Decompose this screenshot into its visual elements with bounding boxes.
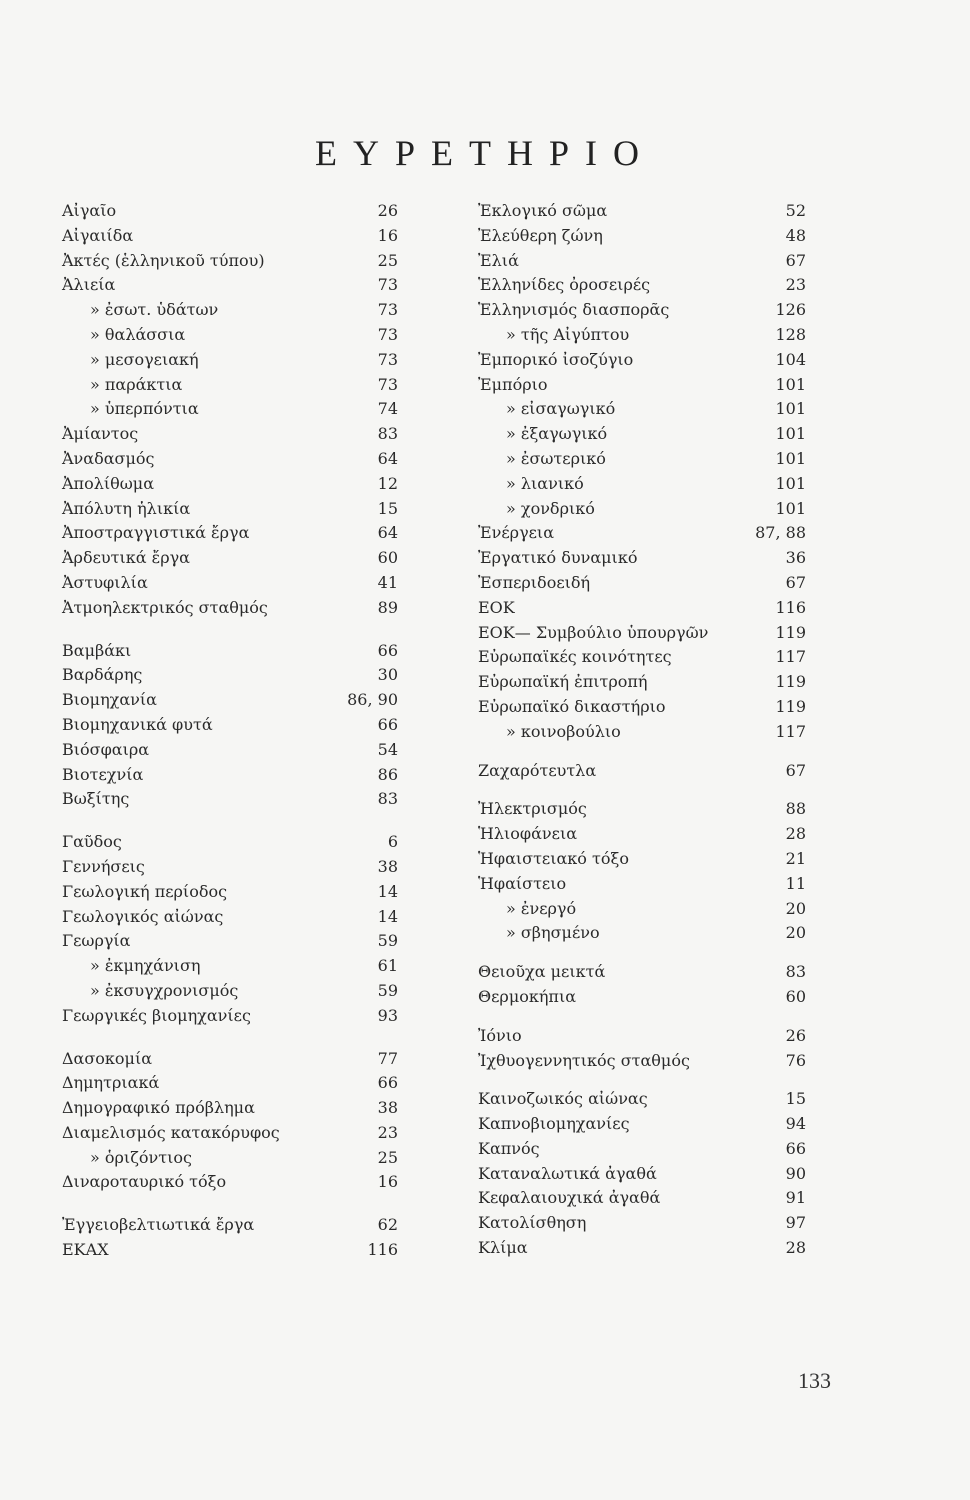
- index-term: Καπνοβιομηχανίες: [478, 1114, 630, 1134]
- index-term: Ἐμπόριο: [478, 374, 548, 394]
- index-entry: [62, 422, 398, 447]
- index-term: Βιόσφαιρα: [62, 739, 150, 759]
- index-term: Γεωλογική περίοδος: [62, 881, 228, 901]
- index-entry: [62, 199, 398, 224]
- index-page-ref: 104: [775, 349, 806, 369]
- index-page-ref: 128: [775, 324, 806, 344]
- index-page-ref: 116: [775, 597, 806, 617]
- index-term: Δασοκομία: [62, 1048, 153, 1068]
- index-term: Βιομηχανικά φυτά: [62, 714, 213, 734]
- index-term: Ἐγγειοβελτιωτικά ἔργα: [62, 1215, 255, 1235]
- index-page-ref: 23: [377, 1122, 398, 1142]
- index-page-ref: 73: [377, 349, 398, 369]
- index-page-ref: 117: [775, 647, 806, 667]
- index-page-ref: 101: [775, 399, 806, 419]
- index-entry: [478, 1087, 806, 1112]
- index-page-ref: 97: [785, 1213, 806, 1233]
- index-page-ref: 14: [377, 906, 398, 926]
- index-entry: [62, 880, 398, 905]
- index-entry: [478, 224, 806, 249]
- index-term: Ἀρδευτικά ἔργα: [62, 548, 190, 568]
- index-page-ref: 86: [377, 764, 398, 784]
- index-entry: [478, 645, 806, 670]
- index-term: Γεωλογικός αἰώνας: [62, 906, 224, 926]
- index-subentry: [478, 497, 806, 522]
- index-term: » μεσογειακή: [90, 349, 199, 369]
- index-subentry: [478, 921, 806, 946]
- index-entry: [478, 759, 806, 784]
- section-gap: [62, 812, 398, 830]
- index-subentry: [62, 298, 398, 323]
- index-subentry: [478, 447, 806, 472]
- index-page-ref: 60: [377, 548, 398, 568]
- index-entry: [62, 224, 398, 249]
- index-term: » ὑπερπόντια: [90, 399, 199, 419]
- index-term: » ἐσωτ. ὑδάτων: [90, 300, 219, 320]
- index-term: Βαμβάκι: [62, 640, 132, 660]
- index-entry: [478, 1049, 806, 1074]
- index-subentry: [478, 897, 806, 922]
- index-page-ref: 90: [785, 1163, 806, 1183]
- index-term: Ἐργατικό δυναμικό: [478, 548, 638, 568]
- index-page-ref: 48: [785, 225, 806, 245]
- index-term: Καινοζωικός αἰώνας: [478, 1089, 648, 1109]
- index-entry: [62, 688, 398, 713]
- index-term: » ἐσωτερικό: [506, 448, 606, 468]
- index-entry: [62, 1238, 398, 1263]
- index-page-ref: 61: [377, 956, 398, 976]
- index-page-ref: 73: [377, 324, 398, 344]
- index-page-ref: 28: [785, 1238, 806, 1258]
- index-page-ref: 83: [377, 424, 398, 444]
- index-term: Ζαχαρότευτλα: [478, 760, 597, 780]
- index-entry: [478, 298, 806, 323]
- index-entry: [478, 373, 806, 398]
- index-page-ref: 26: [785, 1025, 806, 1045]
- index-term: Αἰγαῖο: [62, 201, 117, 220]
- index-page-ref: 83: [785, 962, 806, 982]
- index-page-ref: 38: [377, 1098, 398, 1118]
- index-term: Ἡφαιστειακό τόξο: [478, 848, 629, 868]
- index-entry: [62, 521, 398, 546]
- index-entry: [478, 1024, 806, 1049]
- index-term: Διαμελισμός κατακόρυφος: [62, 1122, 280, 1142]
- index-page-ref: 11: [785, 873, 806, 893]
- index-entry: [478, 797, 806, 822]
- index-entry: [478, 546, 806, 571]
- index-term: Ἀκτές (ἑλληνικοῦ τύπου): [62, 250, 265, 270]
- index-subentry: [62, 348, 398, 373]
- index-term: Ἀστυφιλία: [62, 572, 148, 592]
- index-page-ref: 67: [785, 760, 806, 780]
- page-title: ΕΥΡΕΤΗΡΙΟ: [315, 133, 655, 173]
- index-page-ref: 66: [785, 1138, 806, 1158]
- index-page-ref: 87, 88: [755, 523, 806, 543]
- index-entry: [478, 872, 806, 897]
- index-page-ref: 116: [367, 1240, 398, 1260]
- index-term: Ἀπόλυτη ἡλικία: [62, 498, 191, 518]
- index-page-ref: 21: [785, 848, 806, 868]
- index-term: Ἀπολίθωμα: [62, 473, 154, 493]
- index-term: Ἡφαίστειο: [478, 873, 567, 893]
- section-gap: [478, 1010, 806, 1024]
- index-term: Ἀμίαντος: [62, 424, 139, 444]
- index-entry: [478, 960, 806, 985]
- index-page-ref: 25: [377, 1147, 398, 1167]
- index-page-ref: 16: [377, 1172, 398, 1192]
- index-page-ref: 93: [377, 1005, 398, 1025]
- index-entry: [62, 905, 398, 930]
- index-entry: [62, 596, 398, 621]
- index-page-ref: 15: [785, 1089, 806, 1109]
- index-term: Ἐλεύθερη ζώνη: [478, 225, 603, 245]
- index-page-ref: 66: [377, 714, 398, 734]
- index-page-ref: 119: [775, 672, 806, 692]
- index-term: Ἑλληνισμός διασπορᾶς: [478, 300, 670, 320]
- index-entry: [62, 472, 398, 497]
- index-term: » τῆς Αἰγύπτου: [506, 324, 630, 344]
- index-page-ref: 73: [377, 275, 398, 295]
- index-page-ref: 117: [775, 721, 806, 741]
- index-page-ref: 119: [775, 696, 806, 716]
- index-page-ref: 66: [377, 1073, 398, 1093]
- index-term: » ἐκμηχάνιση: [90, 956, 201, 976]
- index-term: Αἰγαιίδα: [62, 225, 134, 245]
- index-term: Ἑλληνίδες ὀροσειρές: [478, 275, 651, 295]
- index-entry: [478, 695, 806, 720]
- index-term: Ἐνέργεια: [478, 523, 554, 543]
- index-entry: [478, 571, 806, 596]
- index-page-ref: 67: [785, 572, 806, 592]
- index-page-ref: 20: [785, 923, 806, 943]
- index-page-ref: 60: [785, 986, 806, 1006]
- index-page-ref: 101: [775, 473, 806, 493]
- index-page-ref: 77: [377, 1048, 398, 1068]
- index-page-ref: 38: [377, 856, 398, 876]
- index-page-ref: 26: [377, 201, 398, 220]
- index-entry: [478, 670, 806, 695]
- index-entry: [478, 1186, 806, 1211]
- index-entry: [478, 596, 806, 621]
- index-page-ref: 66: [377, 640, 398, 660]
- index-entry: [62, 929, 398, 954]
- index-term: » ἐνεργό: [506, 898, 577, 918]
- index-term: » θαλάσσια: [90, 324, 186, 344]
- index-term: Ἀναδασμός: [62, 448, 155, 468]
- index-entry: [478, 249, 806, 274]
- index-term: Γεωργία: [62, 931, 131, 951]
- index-page-ref: 73: [377, 374, 398, 394]
- section-gap: [62, 621, 398, 639]
- index-page-ref: 30: [377, 665, 398, 685]
- index-entry: [478, 348, 806, 373]
- index-entry: [478, 847, 806, 872]
- index-page-ref: 83: [377, 789, 398, 809]
- index-entry: [62, 1121, 398, 1146]
- index-page-ref: 12: [377, 473, 398, 493]
- index-page-ref: 15: [377, 498, 398, 518]
- index-term: Ἐμπορικό ἰσοζύγιο: [478, 349, 634, 369]
- index-term: » εἰσαγωγικό: [506, 399, 616, 419]
- index-subentry: [62, 373, 398, 398]
- index-entry: [478, 1211, 806, 1236]
- index-page-ref: 76: [785, 1050, 806, 1070]
- index-term: Ἐλιά: [478, 250, 519, 270]
- index-term: Θερμοκήπια: [478, 986, 577, 1006]
- index-page-ref: 59: [377, 980, 398, 1000]
- index-entry: [62, 571, 398, 596]
- index-subentry: [478, 397, 806, 422]
- section-gap: [478, 783, 806, 797]
- index-entry: [62, 1004, 398, 1029]
- index-term: » ἐξαγωγικό: [506, 424, 608, 444]
- index-term: ΕΚΑΧ: [62, 1240, 109, 1260]
- index-term: Δημογραφικό πρόβλημα: [62, 1098, 255, 1118]
- index-entry: [478, 822, 806, 847]
- index-term: » ἐκσυγχρονισμός: [90, 980, 239, 1000]
- index-entry: [62, 738, 398, 763]
- index-term: Ἐσπεριδοειδή: [478, 572, 591, 592]
- index-subentry: [478, 422, 806, 447]
- index-page-ref: 101: [775, 448, 806, 468]
- index-entry: [62, 763, 398, 788]
- index-entry: [62, 855, 398, 880]
- index-entry: [62, 1170, 398, 1195]
- index-term: » χονδρικό: [506, 498, 595, 518]
- index-term: Ἀτμοηλεκτρικός σταθμός: [62, 597, 268, 617]
- index-page-ref: 64: [377, 448, 398, 468]
- index-term: Κεφαλαιουχικά ἀγαθά: [478, 1188, 661, 1208]
- index-term: Κλίμα: [478, 1238, 528, 1258]
- index-page-ref: 20: [785, 898, 806, 918]
- index-entry: [62, 787, 398, 812]
- index-term: Καταναλωτικά ἀγαθά: [478, 1163, 657, 1183]
- index-term: ΕΟΚ: [478, 597, 515, 617]
- index-term: Βιοτεχνία: [62, 764, 144, 784]
- index-entry: [62, 447, 398, 472]
- index-term: Ἀλιεία: [62, 275, 116, 295]
- index-page-ref: 14: [377, 881, 398, 901]
- index-page-ref: 59: [377, 931, 398, 951]
- section-gap: [478, 1073, 806, 1087]
- index-entry: [478, 985, 806, 1010]
- index-entry: [62, 497, 398, 522]
- index-entry: [62, 546, 398, 571]
- index-term: Βωξίτης: [62, 789, 130, 809]
- index-page-ref: 52: [785, 201, 806, 220]
- index-entry: [478, 199, 806, 224]
- index-entry: [478, 1112, 806, 1137]
- index-subentry: [62, 979, 398, 1004]
- index-page-ref: 41: [377, 572, 398, 592]
- index-term: Καπνός: [478, 1138, 540, 1158]
- index-term: ΕΟΚ— Συμβούλιο ὑπουργῶν: [478, 622, 709, 642]
- index-page-ref: 91: [785, 1188, 806, 1208]
- index-term: Γεννήσεις: [62, 856, 145, 876]
- index-page-ref: 126: [775, 300, 806, 320]
- index-term: » σβησμένο: [506, 923, 600, 943]
- index-page-ref: 54: [377, 739, 398, 759]
- index-term: Εὐρωπαϊκές κοινότητες: [478, 647, 672, 667]
- index-column-left: [62, 199, 398, 1263]
- index-term: Γεωργικές βιομηχανίες: [62, 1005, 251, 1025]
- section-gap: [62, 1195, 398, 1213]
- index-page-ref: 23: [785, 275, 806, 295]
- index-term: Δημητριακά: [62, 1073, 160, 1093]
- index-subentry: [62, 397, 398, 422]
- index-page-ref: 74: [377, 399, 398, 419]
- index-term: Ἰόνιο: [478, 1025, 522, 1045]
- index-subentry: [62, 954, 398, 979]
- index-entry: [62, 1047, 398, 1072]
- index-entry: [62, 1071, 398, 1096]
- index-subentry: [62, 323, 398, 348]
- index-term: Κατολίσθηση: [478, 1213, 587, 1233]
- index-entry: [62, 249, 398, 274]
- index-term: Ἡλιοφάνεια: [478, 824, 578, 844]
- index-term: Βαρδάρης: [62, 665, 143, 685]
- index-entry: [478, 621, 806, 646]
- index-page-ref: 6: [387, 832, 398, 852]
- section-gap: [478, 745, 806, 759]
- index-subentry: [62, 1146, 398, 1171]
- index-entry: [62, 1213, 398, 1238]
- index-term: Διναροταυρικό τόξο: [62, 1172, 227, 1192]
- index-page-ref: 94: [785, 1114, 806, 1134]
- index-entry: [62, 830, 398, 855]
- index-entry: [62, 273, 398, 298]
- index-entry: [478, 1236, 806, 1261]
- index-term: » λιανικό: [506, 473, 584, 493]
- index-page-ref: 101: [775, 498, 806, 518]
- index-term: » κοινοβούλιο: [506, 721, 621, 741]
- index-subentry: [478, 472, 806, 497]
- index-entry: [478, 521, 806, 546]
- index-term: Ἰχθυογεννητικός σταθμός: [478, 1050, 690, 1070]
- index-entry: [62, 713, 398, 738]
- index-term: Ἀποστραγγιστικά ἔργα: [62, 523, 250, 543]
- index-subentry: [478, 720, 806, 745]
- index-term: » παράκτια: [90, 374, 183, 394]
- index-page-ref: 101: [775, 374, 806, 394]
- index-entry: [62, 1096, 398, 1121]
- index-page-ref: 62: [377, 1215, 398, 1235]
- index-page-ref: 86, 90: [347, 690, 398, 710]
- index-page-ref: 73: [377, 300, 398, 320]
- index-subentry: [478, 323, 806, 348]
- index-entry: [478, 273, 806, 298]
- index-page-ref: 25: [377, 250, 398, 270]
- index-page-ref: 67: [785, 250, 806, 270]
- index-entry: [62, 639, 398, 664]
- index-page-ref: 16: [377, 225, 398, 245]
- section-gap: [62, 1029, 398, 1047]
- page-number: 133: [798, 1368, 831, 1393]
- index-term: Γαῦδος: [62, 832, 122, 852]
- index-entry: [478, 1162, 806, 1187]
- index-page-ref: 101: [775, 424, 806, 444]
- index-page-ref: 36: [785, 548, 806, 568]
- section-gap: [478, 946, 806, 960]
- index-page-ref: 88: [785, 799, 806, 819]
- index-term: » ὁριζόντιος: [90, 1147, 192, 1167]
- index-term: Βιομηχανία: [62, 690, 157, 710]
- index-term: Ἠλεκτρισμός: [478, 799, 587, 819]
- index-page-ref: 64: [377, 523, 398, 543]
- index-term: Εὐρωπαϊκό δικαστήριο: [478, 696, 666, 716]
- index-term: Ἐκλογικό σῶμα: [478, 201, 608, 220]
- index-entry: [478, 1137, 806, 1162]
- index-page-ref: 89: [377, 597, 398, 617]
- index-term: Εὐρωπαϊκή ἐπιτροπή: [478, 672, 648, 692]
- index-page-ref: 28: [785, 824, 806, 844]
- index-term: Θειοῦχα μεικτά: [478, 962, 606, 982]
- index-page-ref: 119: [775, 622, 806, 642]
- index-entry: [62, 663, 398, 688]
- index-column-right: [478, 199, 806, 1261]
